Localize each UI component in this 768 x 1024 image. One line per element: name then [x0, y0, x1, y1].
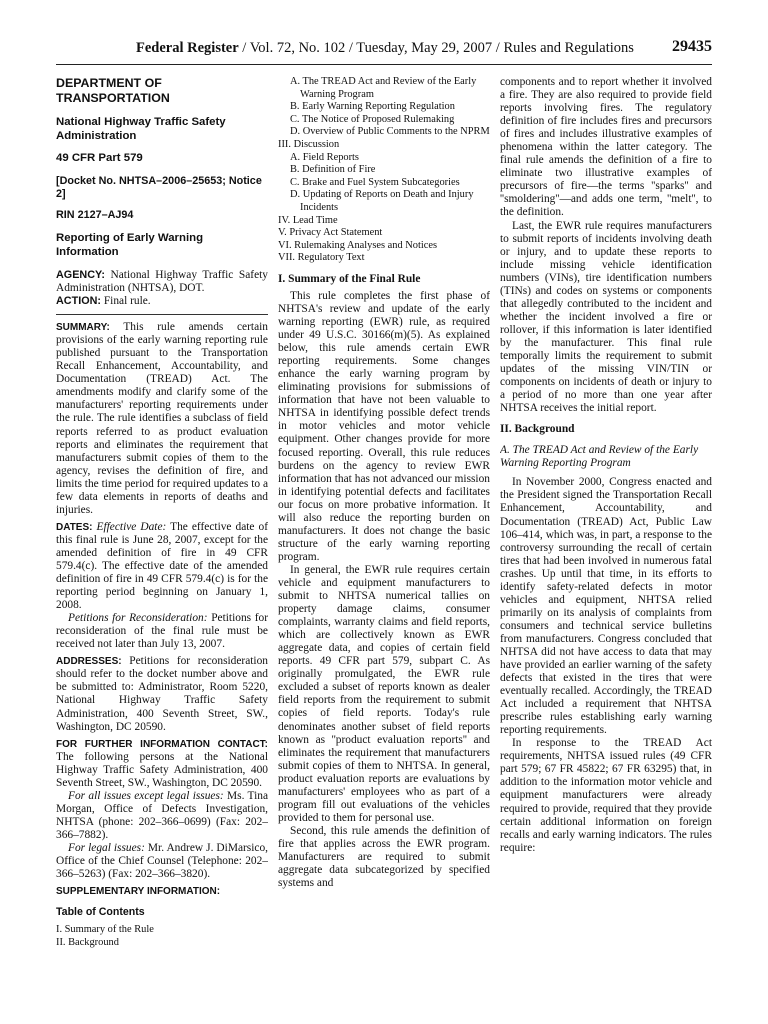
toc-item: C. The Notice of Proposed Rulemaking — [290, 113, 455, 125]
contact-label: FOR FURTHER INFORMATION CONTACT: — [56, 738, 268, 750]
body-paragraph: In November 2000, Congress enacted and the President signed the Transportation Recall Enhancement, Accountability, and Documentation (TREAD) Act, Public Law 106–414, which was, in part, a response to the controversy surrounding the recall of certain tires that had been involved in numerous fatal crashes. Up until that time, in its efforts to identify safety-related defects in motor vehicles and equipment, NHTSA relied primarily on its analysis of complaints from consumers and technical service bulletins from manufacturers. Congress concluded that NHTSA did not have access to data that may have provided an earlier warning of the safety defects that existed in the tires that were eventually recalled. Accordingly, the TREAD Act included a requirement that NHTSA prescribe rules establishing early warning reporting requirements. — [500, 476, 712, 737]
agency-heading: National Highway Traffic Safety Administration — [56, 116, 226, 142]
body-paragraph: This rule completes the first phase of NHTSA's review and update of the early warning reporting (EWR) rule, as required under 49 U.S.C. 30166(m)(5). As explained below, this rule amends certain EWR reporting requirements. Some changes enhance the early warning program by eliminating provisions for submissions of information that have not been valuable to NHTSA in identifying possible defect trends in motor vehicles and motor vehicle equipment. Other changes provide for more focused reporting. Overall, this rule reduces burdens on the agency to review EWR information that has not advanced our mission in identifying potential defects and facilitates our focus on more probative information. It will also reduce the reporting burden on manufacturers. It does not change the basic structure of the early warning reporting program. — [278, 289, 490, 563]
contact-block — [56, 738, 268, 790]
toc-item: C. Brake and Fuel System Subcategories — [290, 176, 460, 188]
body-paragraph: In response to the TREAD Act requirements, NHTSA issued rules (49 CFR part 579; 67 FR 45822; 67 FR 63295) that, in addition to the information motor vehicle and equipment manufacturers were already required to provide, required that they provide certain additional information on foreign recalls and early warning indicators. The rules require: — [500, 737, 712, 854]
summary-label: SUMMARY: — [56, 322, 110, 334]
effective-date-label: Effective Date: — [92, 520, 167, 533]
body-paragraph: components and to report whether it involved a fire. They are also required to provide field reports involving fires. The regulatory definition of fire includes fires and precursors of fires and includes illustrative examples of phenomena within the latter category. The final rule amends the definition of a fire to eliminate two illustrative examples of precursors of fire—the terms ''sparks'' and ''smoldering''—and adds one term, ''melt'', to the definition. — [500, 76, 712, 219]
toc-item: A. The TREAD Act and Review of the Early Warning Program — [290, 76, 477, 100]
toc-item: A. Field Reports — [290, 151, 359, 163]
contact-issues-label: For all issues except legal issues: — [68, 789, 224, 802]
section-heading: I. Summary of the Final Rule — [278, 272, 421, 285]
addresses-block — [56, 655, 268, 733]
column-2 — [278, 76, 490, 1016]
toc-item: D. Updating of Reports on Death and Injury Incidents — [290, 189, 474, 213]
addresses-text: Petitions for reconsideration should refer to the docket number above and be submitted to: Administrator, Room 5220, National Highway Traffic Safety Administration, 400 Seventh Street, SW., Washington, DC 20590. — [56, 655, 268, 733]
action-text: Final rule. — [100, 295, 151, 308]
contact-issues-text: Ms. Tina Morgan, Office of Defects Investigation, NHTSA (phone: 202–366–0699) (Fax: 202–366–7882). — [56, 789, 268, 841]
toc-part-2 — [278, 76, 490, 265]
docket-number: [Docket No. NHTSA–2006–25653; Notice 2] — [56, 174, 262, 200]
contact-text: The following persons at the National Highway Traffic Safety Administration, 400 Seventh Street, SW., Washington, DC 20590. — [56, 750, 268, 789]
toc-item: D. Overview of Public Comments to the NPRM — [290, 126, 490, 138]
agency-label: AGENCY: — [56, 269, 105, 281]
summary-text: This rule amends certain provisions of the early warning reporting rule published pursuant to the Transportation Recall Enhancement, Accountability, and Documentation (TREAD) Act. The amendments modify and clarify some of the manufacturers' reporting requirements under the rule. The rule identifies a subclass of field reports referred to as product evaluation reports and eliminates the requirement that manufacturers submit copies of them to the agency, revises the definition of fire, and limits the time period for required updates to a few data elements in reports of deaths and injuries. — [56, 321, 268, 516]
addresses-label: ADDRESSES: — [56, 656, 122, 668]
action-label: ACTION: — [56, 295, 101, 308]
contact-legal-label: For legal issues: — [68, 841, 145, 854]
toc-item: I. Summary of the Rule — [56, 924, 154, 936]
page-number: 29435 — [672, 38, 712, 55]
cfr-part: 49 CFR Part 579 — [56, 152, 143, 164]
agency-block — [56, 269, 268, 295]
agency-text: National Highway Traffic Safety Administration (NHTSA), DOT. — [56, 269, 268, 295]
toc-item: IV. Lead Time — [278, 214, 338, 226]
action-block — [56, 295, 268, 308]
contact-issues-block — [56, 790, 268, 842]
department-heading: DEPARTMENT OF TRANSPORTATION — [56, 76, 170, 105]
dates-block — [56, 521, 268, 612]
summary-divider — [56, 314, 268, 315]
section-heading: II. Background — [500, 423, 575, 436]
toc-item: B. Definition of Fire — [290, 164, 376, 176]
issue-citation: / Vol. 72, No. 102 / Tuesday, May 29, 2007 / Rules and Regulations — [238, 40, 634, 56]
body-paragraph: In general, the EWR rule requires certain vehicle and equipment manufacturers to submit to NHTSA numerical tallies on property damage claims, consumer complaints, warranty claims and field reports, which are collectively known as EWR aggregate data, and copies of certain field reports. 49 CFR part 579, subpart C. As originally promulgated, the EWR rule excluded a subset of reports known as dealer field reports from the requirement to submit copies of field reports. Today's rule denominates another subset of field reports known as ''product evaluation reports'' and eliminates the requirement that manufacturers submit copies of them to NHTSA. In general, product evaluation reports are evaluations by manufacturers' employees who as part of a program fill out evaluations of the vehicles provided to them for personal use. — [278, 563, 490, 824]
contact-legal-block — [56, 842, 268, 881]
supplementary-label: SUPPLEMENTARY INFORMATION: — [56, 886, 221, 898]
column-1 — [56, 76, 268, 1016]
summary-block — [56, 321, 268, 517]
petitions-label: Petitions for Reconsideration: — [68, 612, 208, 625]
rin-number: RIN 2127–AJ94 — [56, 208, 134, 221]
toc-item: V. Privacy Act Statement — [278, 227, 383, 239]
header-divider — [56, 64, 712, 65]
effective-date-text: The effective date of this final rule is June 28, 2007, except for the amended definition of fire in 49 CFR 579.4(c). The effective date of the amended definition of fire in 49 CFR 579.4(c) is for the reporting period beginning on January 1, 2008. — [56, 520, 268, 612]
journal-name: Federal Register — [136, 40, 239, 56]
body-paragraph: Last, the EWR rule requires manufacturers to submit reports of incidents involving death or injury, and to update these reports to include missing vehicle identification numbers (VINs), tire identification numbers (TINs) and codes on systems or components that allegedly contributed to the incident and whether the incident involved a fire or rollover, if this information is later identified by the manufacturer. This final rule temporally limits the requirement to submit updates of the missing VIN/TIN or components on incidents of death or injury to a period of no more than one year after NHTSA receives the initial report. — [500, 219, 712, 415]
contact-legal-text: Mr. Andrew J. DiMarsico, Office of the Chief Counsel (Telephone: 202–366–5263) (Fax: 202–366–3820). — [56, 841, 268, 881]
subsection-heading: A. The TREAD Act and Review of the Early Warning Reporting Program — [500, 444, 699, 470]
toc-item: B. Early Warning Reporting Regulation — [290, 101, 455, 113]
petitions-block — [56, 612, 268, 651]
toc-item: VII. Regulatory Text — [278, 252, 365, 264]
running-head — [136, 40, 634, 57]
toc-item: III. Discussion — [278, 138, 340, 150]
body-paragraph: Second, this rule amends the definition of fire that applies across the EWR program. Manufacturers are required to submit aggregate data subcategorized by specified systems and — [278, 824, 490, 890]
rule-title: Reporting of Early Warning Information — [56, 232, 204, 258]
dates-label: DATES: — [56, 521, 93, 533]
toc-title: Table of Contents — [56, 906, 145, 919]
toc-item: VI. Rulemaking Analyses and Notices — [278, 239, 438, 251]
toc-item: II. Background — [56, 936, 119, 948]
toc-part-1 — [56, 924, 268, 949]
column-3 — [500, 76, 712, 1016]
page-header — [56, 38, 712, 62]
petitions-text: Petitions for reconsideration of the final rule must be received not later than July 13, 2007. — [56, 612, 268, 651]
